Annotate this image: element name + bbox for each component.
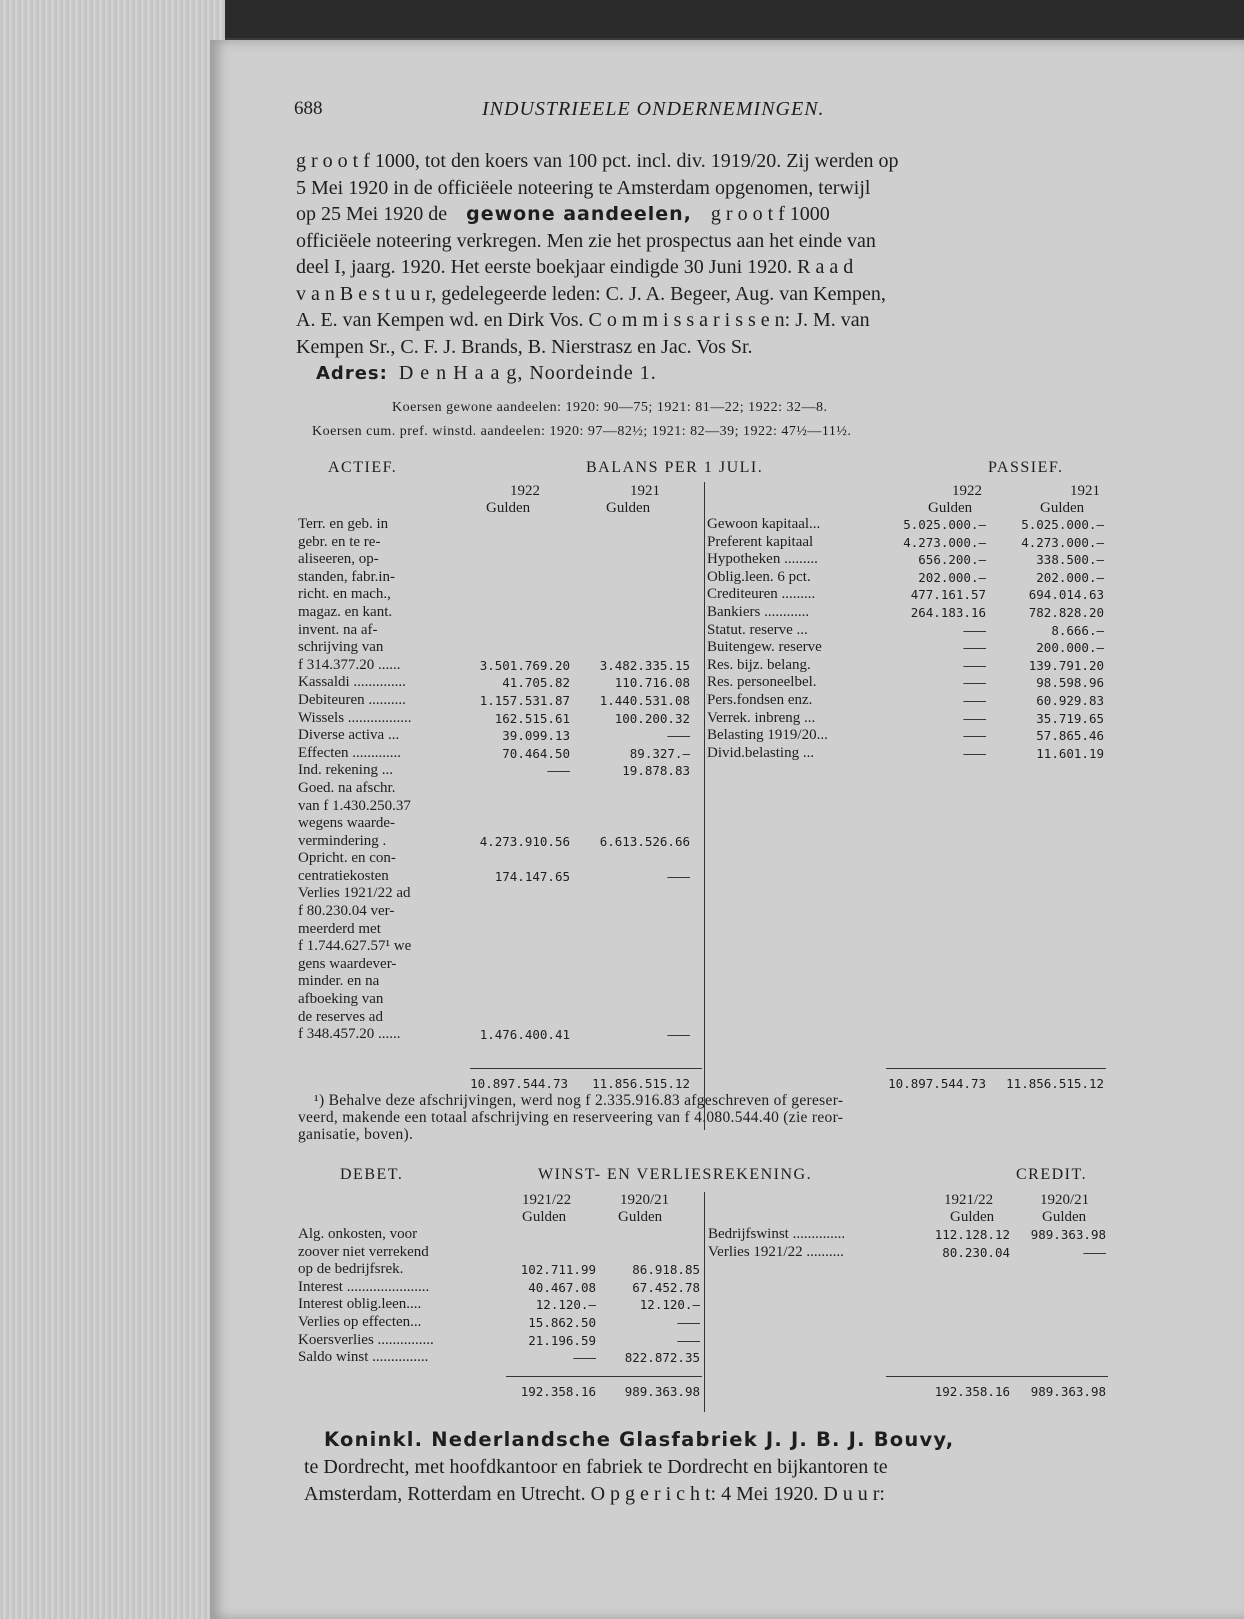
actief-value-1922 [472,586,570,604]
passief-labels [707,516,892,762]
next-entry-line-2: te Dordrecht, met hoofdkantoor en fabriek te Dordrecht en bijkantoren te [304,1456,888,1478]
actief-value-1921: 19.878.83 [622,763,690,779]
debet-row-label: Alg. onkosten, voor [298,1226,418,1242]
actief-total-1921: 11.856.515.12 [592,1076,690,1091]
actief-row-label: richt. en mach., [298,586,391,603]
footnote-line-2: veerd, makende een totaal afschrijving en reserveering van f 4.080.544.40 (zie reor- [298,1109,844,1126]
credit-label: CREDIT. [1016,1166,1088,1183]
passief-value-1921: 200.000.— [1036,640,1104,656]
actief-row-label: Ind. rekening ... [298,762,393,779]
passief-row-label: Statut. reserve ... [707,621,808,638]
credit-value-2: ——— [1083,1244,1106,1260]
actief-label: ACTIEF. [328,459,398,476]
intro-line-2: 5 Mei 1920 in de officiëele noteering te Amsterdam opgenomen, terwijl [296,176,871,199]
koersen-line-2: Koersen cum. pref. winstd. aandeelen: 1920: 97—82½; 1921: 82—39; 1922: 47½—11½. [312,424,852,439]
footnote [298,1092,843,1143]
actief-value-1921: ——— [667,868,690,884]
actief-value-1921 [590,991,690,1009]
balans-unit-1921-right: Gulden [1040,500,1085,516]
debet-value-1 [500,1226,596,1244]
book-page [210,40,1244,1619]
koersen-line-1: Koersen gewone aandeelen: 1920: 90—75; 1921: 81—22; 1922: 32—8. [392,400,828,415]
passief-value-1921: 782.828.20 [1028,604,1104,620]
debet-row-label: Verlies op effecten... [298,1313,422,1330]
credit-value-1: 112.128.12 [934,1227,1010,1242]
debet-column-1 [500,1226,596,1367]
passief-value-1921: 5.025.000.— [1021,517,1104,532]
actief-value-1921: 89.327.— [629,745,690,761]
passief-row-label: Res. bijz. belang. [707,656,811,673]
actief-row-label: f 1.744.627.57¹ we [298,938,412,955]
actief-value-1921: ——— [667,1027,690,1043]
actief-row-label: f 80.230.04 ver- [298,903,395,920]
credit-row-label: Verlies 1921/22 .......... [708,1243,844,1260]
actief-value-1921 [590,903,690,921]
winst-unit-1-right: Gulden [950,1209,995,1225]
passief-row-label: Crediteuren ......... [707,586,816,603]
actief-value-1921 [590,973,690,991]
actief-row-label: f 348.457.20 ...... [298,1026,401,1043]
actief-row-label: Effecten ............. [298,744,402,761]
actief-value-1922 [472,780,570,798]
intro-line-5: deel I, jaarg. 1920. Het eerste boekjaar eindigde 30 Juni 1920. R a a d [296,256,854,278]
actief-value-1922: 41.705.82 [502,675,570,691]
passief-value-1922: ——— [963,710,986,726]
balans-year-1921-left: 1921 [630,483,660,499]
actief-value-1921 [590,639,690,657]
debet-value-1: 102.711.99 [520,1262,596,1278]
actief-value-1921 [590,604,690,622]
passief-value-1921: 338.500.— [1036,552,1104,568]
debet-value-1: 40.467.08 [528,1279,596,1295]
passief-value-1922: ——— [963,657,986,673]
passief-total-rule [886,1068,1106,1069]
debet-row-label: op de bedrijfsrek. [298,1261,404,1278]
passief-row-label: Hypotheken ......... [707,551,818,568]
actief-value-1921 [590,798,690,816]
actief-row-label: centratiekosten [298,867,389,884]
actief-value-1921 [590,516,690,534]
passief-value-1921: 4.273.000.— [1021,534,1104,550]
credit-column-1 [912,1226,1010,1261]
passief-value-1922: 202.000.— [918,569,986,585]
actief-value-1922 [472,815,570,833]
actief-row-label: meerderd met [298,920,381,937]
book-page-edges [0,0,225,1619]
actief-value-1922 [472,956,570,974]
passief-row-label: Oblig.leen. 6 pct. [707,568,811,585]
passief-total-1922: 10.897.544.73 [888,1076,986,1091]
actief-row-label: Verlies 1921/22 ad [298,885,411,902]
actief-value-1921 [590,622,690,640]
actief-value-1922 [472,973,570,991]
debet-label: DEBET. [340,1166,404,1183]
debet-value-2: 67.452.78 [632,1279,700,1295]
actief-row-label: Kassaldi .............. [298,674,406,691]
balans-year-1922-left: 1922 [510,483,540,499]
balans-divider [704,482,705,1130]
adres-line [316,360,657,388]
balans-unit-1922-left: Gulden [486,500,531,516]
actief-row-label: standen, fabr.in- [298,568,396,585]
intro-line-6: v a n B e s t u u r, gedelegeerde leden: C. J. A. Begeer, Aug. van Kempen, [296,282,886,305]
intro-line-4: officiëele noteering verkregen. Men zie het prospectus aan het einde van [296,229,876,252]
passief-value-1921: 98.598.96 [1036,675,1104,691]
actief-value-1921: 6.613.526.66 [599,833,690,849]
actief-value-1921 [590,1009,690,1027]
debet-value-2: 12.120.— [639,1297,700,1313]
passief-value-1921: 694.014.63 [1028,587,1104,603]
passief-column-1922 [886,516,986,762]
debet-row-label: Saldo winst ............... [298,1349,429,1366]
debet-total-1: 192.358.16 [520,1384,596,1399]
actief-value-1922: 162.515.61 [494,710,570,726]
actief-value-1921 [590,586,690,604]
actief-value-1921 [590,956,690,974]
winst-year-2-right: 1920/21 [1040,1192,1090,1208]
actief-value-1922 [472,885,570,903]
actief-row-label: Debiteuren .......... [298,691,406,708]
debet-row-label: Interest oblig.leen.... [298,1296,422,1313]
intro-line-3-tail: g r o o t f 1000 [710,203,830,225]
actief-value-1922 [472,551,570,569]
actief-row-label: Wissels ................. [298,709,412,726]
passief-row-label: Buitengew. reserve [707,639,822,656]
balans-year-1922-right: 1922 [952,483,982,499]
actief-value-1921: ——— [667,728,690,744]
credit-total-rule [886,1376,1108,1377]
debet-value-2 [608,1226,700,1244]
debet-value-2: 86.918.85 [632,1262,700,1278]
balans-year-1921-right: 1921 [1070,483,1100,499]
passief-label: PASSIEF. [988,459,1064,476]
next-entry-line-3: Amsterdam, Rotterdam en Utrecht. O p g e r i c h t: 4 Mei 1920. D u u r: [304,1483,885,1505]
credit-value-1: 80.230.04 [942,1244,1010,1260]
passief-value-1922: 264.183.16 [910,604,986,620]
actief-value-1922: 3.501.769.20 [479,657,570,673]
passief-row-label: Bankiers ............ [707,603,810,620]
bold-phrase: gewone aandeelen, [466,203,692,225]
actief-value-1922 [472,516,570,534]
debet-value-2: 822.872.35 [624,1350,700,1366]
passief-value-1922: 656.200.— [918,552,986,568]
debet-total-2: 989.363.98 [624,1384,700,1399]
debet-row-label: zoover niet verrekend [298,1243,429,1260]
debet-row-label: Koersverlies ............... [298,1331,434,1348]
actief-value-1922 [472,622,570,640]
actief-value-1922: 39.099.13 [502,728,570,744]
passief-value-1922: 477.161.57 [910,587,986,603]
actief-row-label: schrijving van [298,639,384,656]
passief-row-label: Pers.fondsen enz. [707,691,813,708]
actief-row-label: invent. na af- [298,621,378,638]
winst-unit-2-right: Gulden [1042,1209,1087,1225]
passief-value-1922: 4.273.000.— [903,534,986,550]
balans-unit-1922-right: Gulden [928,500,973,516]
actief-row-label: gebr. en te re- [298,533,381,550]
passief-row-label: Divid.belasting ... [707,744,815,761]
passief-value-1921: 35.719.65 [1036,710,1104,726]
debet-value-1: 15.862.50 [528,1314,596,1330]
debet-value-2: ——— [677,1332,700,1348]
debet-labels [298,1226,513,1367]
actief-row-label: aliseeren, op- [298,551,379,568]
passief-value-1922: 5.025.000.— [903,517,986,532]
credit-total-2: 989.363.98 [1030,1384,1106,1399]
actief-row-label: Diverse activa ... [298,727,400,744]
passief-value-1922: ——— [963,640,986,656]
actief-value-1921 [590,850,690,868]
passief-row-label: Belasting 1919/20... [707,727,828,744]
debet-value-2 [608,1244,700,1262]
actief-value-1922 [472,938,570,956]
actief-value-1921 [590,534,690,552]
passief-value-1922: ——— [963,745,986,761]
next-entry-title: Koninkl. Nederlandsche Glasfabriek J. J. B. J. Bouvy, [324,1428,955,1451]
debet-column-2 [608,1226,700,1367]
passief-value-1922: ——— [963,692,986,708]
actief-row-label: gens waardever- [298,955,397,972]
actief-value-1922 [472,991,570,1009]
actief-value-1922 [472,921,570,939]
actief-value-1922 [472,903,570,921]
winst-unit-2-left: Gulden [618,1209,663,1225]
actief-value-1922: 1.476.400.41 [479,1027,570,1043]
actief-row-label: minder. en na [298,973,380,990]
passief-row-label: Verrek. inbreng ... [707,709,816,726]
winst-title: WINST- EN VERLIESREKENING. [538,1166,813,1183]
intro-line-3 [296,201,830,228]
credit-total-1: 192.358.16 [934,1384,1010,1399]
passief-value-1921: 11.601.19 [1036,745,1104,761]
actief-row-label: de reserves ad [298,1008,383,1025]
debet-value-1: ——— [573,1350,596,1366]
actief-total-1922: 10.897.544.73 [470,1076,568,1091]
actief-column-1922 [472,516,570,1044]
actief-value-1921 [590,551,690,569]
winst-year-1-right: 1921/22 [944,1192,994,1208]
credit-column-2 [1010,1226,1106,1261]
actief-value-1921: 110.716.08 [614,675,690,691]
actief-value-1921: 3.482.335.15 [599,657,690,673]
footnote-line-1: ¹) Behalve deze afschrijvingen, werd nog f 2.335.916.83 afgeschreven of gereser- [314,1092,844,1109]
actief-column-1921 [590,516,690,1044]
balans-unit-1921-left: Gulden [606,500,651,516]
actief-value-1921 [590,815,690,833]
actief-value-1922 [472,1009,570,1027]
actief-row-label: Goed. na afschr. [298,779,396,796]
balans-title: BALANS PER 1 JULI. [586,459,764,476]
adres-value: D e n H a a g, Noordeinde 1. [398,362,657,384]
passief-row-label: Gewoon kapitaal... [707,516,821,532]
actief-row-label: van f 1.430.250.37 [298,797,411,814]
actief-row-label: wegens waarde- [298,815,396,832]
actief-row-label: Opricht. en con- [298,850,396,867]
actief-value-1922 [472,534,570,552]
passief-value-1922: ——— [963,728,986,744]
winst-year-2-left: 1920/21 [620,1192,670,1208]
debet-value-1 [500,1244,596,1262]
passief-value-1922: ——— [963,675,986,691]
actief-value-1921 [590,938,690,956]
passief-row-label: Res. personeelbel. [707,674,817,691]
actief-value-1922: 174.147.65 [494,868,570,884]
actief-row-label: vermindering . [298,832,387,849]
actief-value-1921 [590,921,690,939]
passief-value-1921: 57.865.46 [1036,728,1104,744]
actief-value-1922: 4.273.910.56 [479,833,570,849]
debet-value-1: 12.120.— [535,1297,596,1313]
actief-value-1921: 100.200.32 [614,710,690,726]
actief-value-1921: 1.440.531.08 [599,692,690,708]
debet-value-1: 21.196.59 [528,1332,596,1348]
page-number: 688 [294,98,323,119]
passief-row-label: Preferent kapitaal [707,533,814,550]
actief-value-1922 [472,569,570,587]
actief-row-label: afboeking van [298,991,384,1008]
actief-value-1921 [590,780,690,798]
actief-row-label: Terr. en geb. in [298,516,389,532]
credit-value-2: 989.363.98 [1030,1227,1106,1242]
actief-value-1922: 1.157.531.87 [479,692,570,708]
debet-total-rule [506,1376,702,1377]
passief-column-1921 [1000,516,1104,762]
credit-row-label: Bedrijfswinst .............. [708,1226,846,1242]
actief-row-label: magaz. en kant. [298,603,393,620]
adres-label: Adres: [316,363,388,384]
debet-value-2: ——— [677,1314,700,1330]
passief-value-1921: 8.666.— [1051,622,1104,638]
actief-value-1922 [472,850,570,868]
actief-value-1922: ——— [547,763,570,779]
winst-divider [704,1192,705,1412]
intro-line-1: g r o o t f 1000, tot den koers van 100 pct. incl. div. 1919/20. Zij werden op [296,150,899,172]
passief-value-1922: ——— [963,622,986,638]
winst-unit-1-left: Gulden [522,1209,567,1225]
intro-line-3-start: op 25 Mei 1920 de [296,203,448,225]
actief-total-rule [470,1068,702,1069]
actief-value-1922 [472,639,570,657]
credit-labels [708,1226,928,1261]
actief-value-1922: 70.464.50 [502,745,570,761]
passief-value-1921: 139.791.20 [1028,657,1104,673]
actief-value-1921 [590,885,690,903]
actief-row-label: f 314.377.20 ...... [298,656,401,673]
debet-row-label: Interest ...................... [298,1278,430,1295]
actief-value-1921 [590,569,690,587]
intro-line-7: A. E. van Kempen wd. en Dirk Vos. C o m m i s s a r i s s e n: J. M. van [296,309,870,331]
winst-year-1-left: 1921/22 [522,1192,572,1208]
running-title: INDUSTRIEELE ONDERNEMINGEN. [482,98,825,120]
passief-value-1921: 60.929.83 [1036,692,1104,708]
passief-value-1921: 202.000.— [1036,569,1104,585]
actief-value-1922 [472,798,570,816]
footnote-line-3: ganisatie, boven). [298,1126,414,1143]
passief-total-1921: 11.856.515.12 [1006,1076,1104,1091]
actief-value-1922 [472,604,570,622]
actief-labels [298,516,470,1044]
intro-line-8: Kempen Sr., C. F. J. Brands, B. Nierstrasz en Jac. Vos Sr. [296,335,753,358]
